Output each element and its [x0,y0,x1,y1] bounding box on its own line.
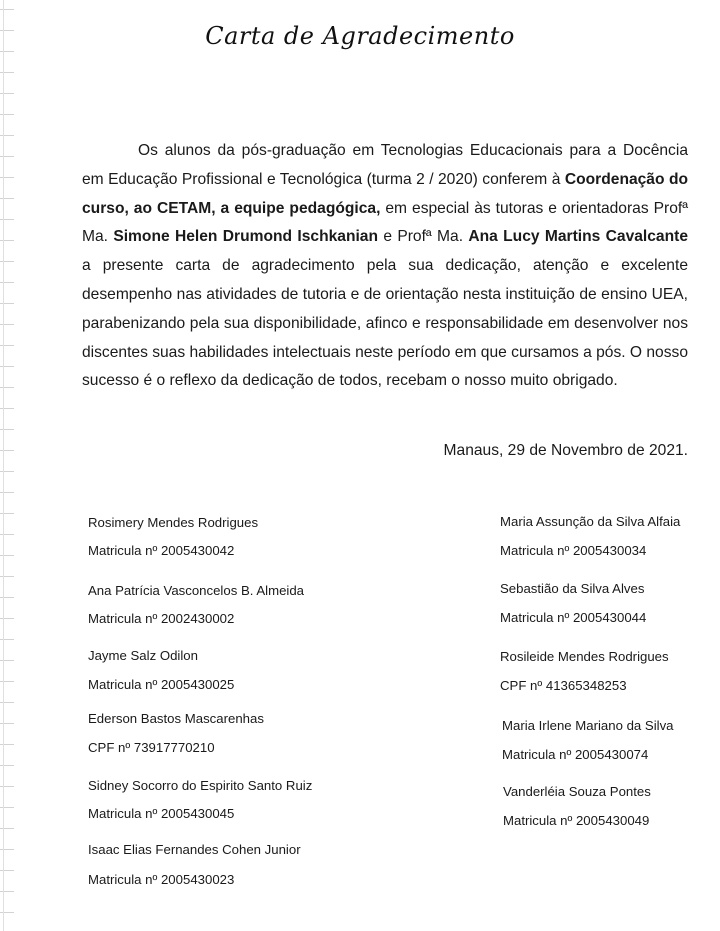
signature-id: Matricula nº 2005430023 [88,872,235,887]
signature-name: Vanderléia Souza Pontes [503,784,651,799]
letter-body [82,137,688,396]
signature-id: Matricula nº 2002430002 [88,611,235,626]
signature-name: Sebastião da Silva Alves [500,581,645,596]
signature-name: Ana Patrícia Vasconcelos B. Almeida [88,583,304,598]
signature-name: Isaac Elias Fernandes Cohen Junior [88,842,301,857]
letter-date: Manaus, 29 de Novembro de 2021. [443,442,688,459]
signature-name: Rosimery Mendes Rodrigues [88,515,259,530]
body-text-2: em especial às tutoras e orientadoras Profª Ma. [82,199,688,246]
signature-name: Jayme Salz Odilon [88,648,198,663]
signature-id: Matricula nº 2005430044 [500,610,647,625]
body-text-4: a presente carta de agradecimento pela sua dedicação, atenção e excelente desempenho nas atividades de tutoria e de orientação nesta instituição de ensino UEA, parabenizando pela sua disponibilidade, afinco e responsabilidade em desenvolver nos discentes suas habilidades intelectuais neste período em que cursamos a pós. O nosso sucesso é o reflexo da dedicação de todos, recebam o nosso muito obrigado. [82,257,688,390]
signature-name: Ederson Bastos Mascarenhas [88,711,264,726]
signature-id: Matricula nº 2005430042 [88,543,235,558]
signature-name: Maria Irlene Mariano da Silva [502,718,674,733]
signature-id: Matricula nº 2005430025 [88,677,235,692]
signature-id: Matricula nº 2005430045 [88,806,235,821]
signature-name: Sidney Socorro do Espirito Santo Ruiz [88,778,313,793]
body-text-3: e Profª Ma. [378,228,469,246]
signature-id: Matricula nº 2005430049 [503,813,650,828]
signature-id: Matricula nº 2005430074 [502,747,649,762]
signature-id: CPF nº 41365348253 [500,678,627,693]
signature-name: Maria Assunção da Silva Alfaia [500,514,681,529]
body-bold-1: Coordenação do curso, ao CETAM, a equipe pedagógica, [82,170,688,217]
notebook-margin-rings [0,0,14,931]
body-bold-3: Ana Lucy Martins Cavalcante [468,228,688,246]
signature-id: CPF nº 73917770210 [88,740,215,755]
body-bold-2: Simone Helen Drumond Ischkanian [113,228,378,246]
signature-id: Matricula nº 2005430034 [500,543,647,558]
body-text-1: Os alunos da pós-graduação em Tecnologias Educacionais para a Docência em Educação Profissional e Tecnológica (turma 2 / 2020) conferem à [82,142,688,188]
page-title: Carta de Agradecimento [205,22,515,50]
signature-name: Rosileide Mendes Rodrigues [500,649,669,664]
